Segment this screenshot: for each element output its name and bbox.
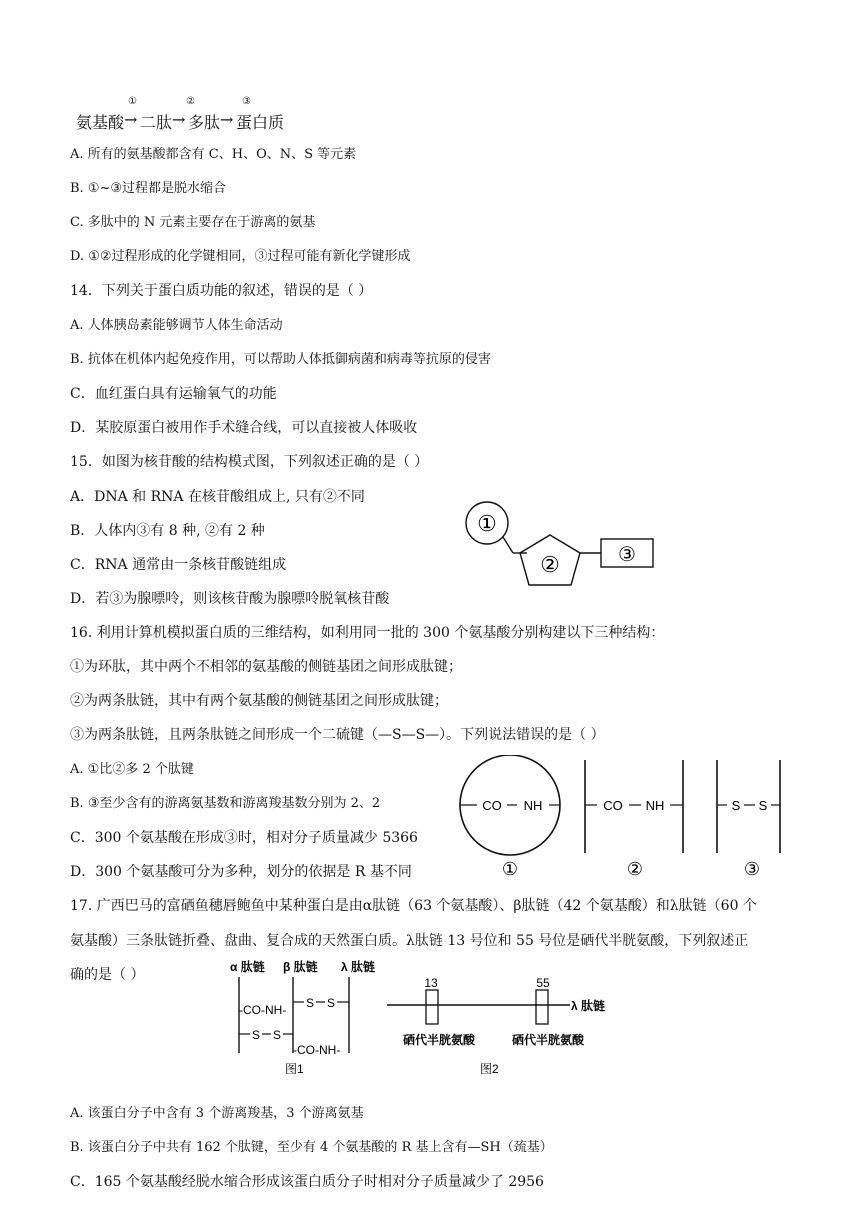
fig1-beta-label: β 肽链 — [283, 960, 318, 974]
peptide-structures-diagram — [455, 755, 795, 883]
q16-option-b: B. ③至少含有的游离氨基数和游离羧基数分别为 2、2 — [70, 796, 381, 811]
q15-stem: 15．如图为核苷酸的结构模式图，下列叙述正确的是（ ） — [70, 454, 429, 470]
q17-stem-line-1: 17. 广西巴马的富硒鱼穗唇鲍鱼中某种蛋白是由α肽链（63 个氨基酸）、β肽链（42 个氨基酸）和λ肽链（60 个 — [70, 898, 757, 914]
q14-option-b: B. 抗体在机体内起免疫作用，可以帮助人体抵御病菌和病毒等抗原的侵害 — [70, 352, 491, 367]
q15-option-c: C．RNA 通常由一条核苷酸链组成 — [70, 557, 287, 573]
arrow-3: → — [220, 110, 234, 129]
q15-option-b: B．人体内③有 8 种, ②有 2 种 — [70, 523, 265, 539]
q16-option-a: A. ①比②多 2 个肽键 — [70, 762, 194, 777]
protein-chain-figures — [225, 955, 625, 1080]
fig2-residue-box-13 — [426, 990, 438, 1024]
q16-stem: 16. 利用计算机模拟蛋白质的三维结构，如利用同一批的 300 个氨基酸分别构建以下三种结构： — [70, 625, 665, 641]
q13-option-b: B. ①~③过程都是脱水缩合 — [70, 181, 227, 196]
q14-stem: 14．下列关于蛋白质功能的叙述，错误的是（ ） — [70, 283, 373, 299]
s3-s-right: S — [758, 798, 768, 813]
phosphate-label: ① — [477, 511, 497, 536]
fig2-residue-label-2: 硒代半胱氨酸 — [511, 1033, 585, 1047]
equation-term-amino-acid: 氨基酸 — [76, 113, 125, 132]
fig2-position-55: 55 — [536, 976, 550, 990]
step-label-2: ② — [186, 96, 195, 107]
base-label: ③ — [618, 544, 636, 566]
q15-option-d: D．若③为腺嘌呤，则该核苷酸为腺嘌呤脱氧核苷酸 — [70, 591, 390, 607]
structure-3-label: ③ — [743, 859, 761, 879]
s2-nh: NH — [645, 798, 665, 813]
q13-option-a: A. 所有的氨基酸都含有 C、H、O、N、S 等元素 — [70, 147, 357, 162]
fig1-conh-1: -CO-NH- — [239, 1003, 287, 1017]
q16-item-2: ②为两条肽链，其中有两个氨基酸的侧链基团之间形成肽键； — [70, 693, 448, 709]
q15-option-a: A．DNA 和 RNA 在核苷酸组成上, 只有②不同 — [70, 489, 365, 505]
phosphate-sugar-bond — [503, 537, 513, 553]
fig1-ss1-s2: S — [326, 996, 336, 1010]
arrow-1: → — [124, 110, 138, 129]
q14-option-c: C．血红蛋白具有运输氧气的功能 — [70, 386, 277, 402]
pentose-label: ② — [540, 552, 560, 577]
step-label-3: ③ — [242, 96, 251, 107]
fig2-chain-label: λ 肽链 — [571, 999, 606, 1013]
s2-co: CO — [603, 798, 623, 813]
q14-option-d: D．某胶原蛋白被用作手术缝合线，可以直接被人体吸收 — [70, 420, 418, 436]
fig1-alpha-label: α 肽链 — [230, 960, 265, 974]
q16-item-3: ③为两条肽链，且两条肽链之间形成一个二硫键（—S—S—）。下列说法错误的是（ ） — [70, 727, 605, 743]
q16-option-d: D．300 个氨基酸可分为多种，划分的依据是 R 基不同 — [70, 864, 412, 880]
equation-term-protein: 蛋白质 — [236, 113, 285, 132]
fig1-ss2-s2: S — [272, 1028, 282, 1042]
structure-1-label: ① — [501, 859, 519, 879]
fig2-position-13: 13 — [424, 976, 438, 990]
q17-option-c: C．165 个氨基酸经脱水缩合形成该蛋白质分子时相对分子质量减少了 2956 — [70, 1174, 544, 1190]
arrow-2: → — [172, 110, 186, 129]
s1-co: CO — [482, 798, 502, 813]
fig2-residue-label-1: 硒代半胱氨酸 — [402, 1033, 476, 1047]
q17-stem-line-3: 确的是（ ） — [70, 967, 145, 983]
q16-option-c: C．300 个氨基酸在形成③时，相对分子质量减少 5366 — [70, 830, 418, 846]
fig2-caption: 图2 — [480, 1062, 499, 1076]
q17-option-b: B. 该蛋白分子中共有 162 个肽键，至少有 4 个氨基酸的 R 基上含有—SH（巯基） — [70, 1140, 553, 1155]
s3-s-left: S — [731, 798, 741, 813]
equation-term-dipeptide: 二肽 — [140, 113, 173, 132]
s1-nh: NH — [523, 798, 543, 813]
fig2-residue-box-55 — [536, 990, 548, 1024]
fig1-lambda-label: λ 肽链 — [341, 960, 376, 974]
structure-2-label: ② — [626, 859, 644, 879]
q16-item-1: ①为环肽，其中两个不相邻的氨基酸的侧链基团之间形成肽键； — [70, 659, 462, 675]
q13-option-c: C. 多肽中的 N 元素主要存在于游离的氨基 — [70, 215, 316, 230]
nucleotide-diagram — [455, 495, 665, 595]
q13-option-d: D. ①②过程形成的化学键相同，③过程可能有新化学键形成 — [70, 249, 411, 264]
q17-stem-line-2: 氨基酸）三条肽链折叠、盘曲、复合成的天然蛋白质。λ肽链 13 号位和 55 号位是硒代半胱氨酸，下列叙述正 — [70, 933, 749, 949]
q14-option-a: A. 人体胰岛素能够调节人体生命活动 — [70, 318, 283, 333]
fig1-ss2-s1: S — [251, 1028, 261, 1042]
equation-term-polypeptide: 多肽 — [188, 113, 221, 132]
q17-option-a: A. 该蛋白分子中含有 3 个游离羧基，3 个游离氨基 — [70, 1106, 364, 1121]
fig1-caption: 图1 — [285, 1062, 304, 1076]
fig1-ss1-s1: S — [305, 996, 315, 1010]
step-label-1: ① — [128, 96, 137, 107]
fig1-conh-2: -CO-NH- — [293, 1043, 341, 1057]
